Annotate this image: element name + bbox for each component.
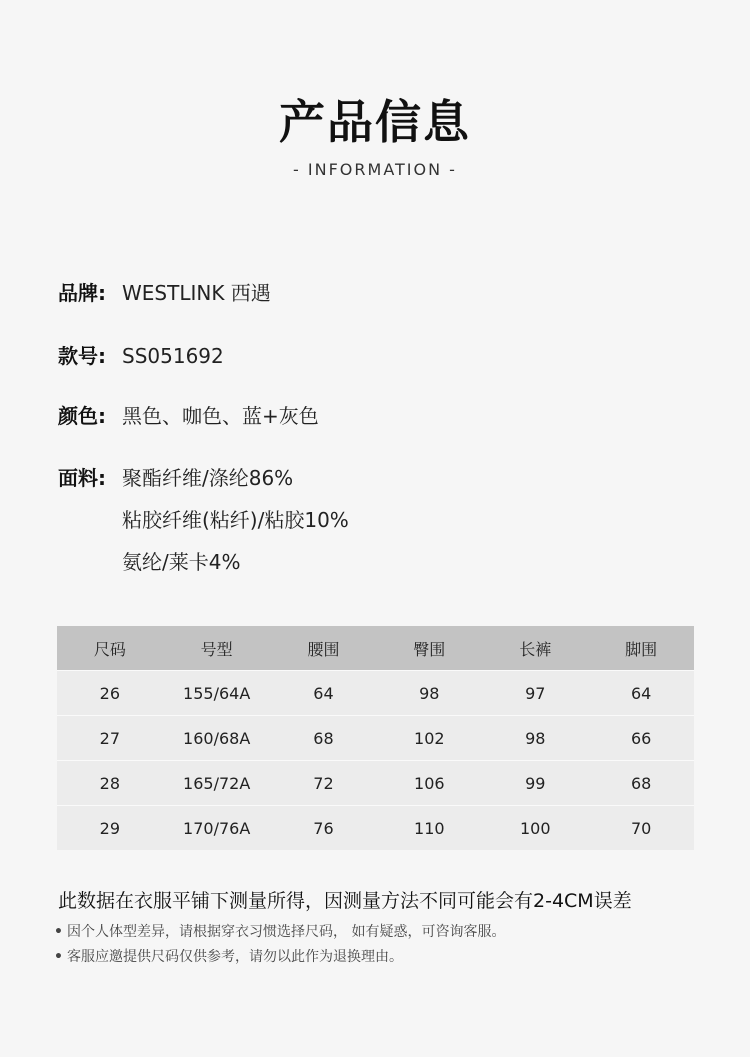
fabric-line: 氨纶/莱卡4%	[122, 550, 241, 574]
table-row	[57, 761, 694, 806]
color-value: 黑色、咖色、蓝+灰色	[122, 404, 319, 428]
brand-label: 品牌:	[58, 281, 106, 305]
measurement-note: 此数据在衣服平铺下测量所得，因测量方法不同可能会有2-4CM误差	[58, 890, 632, 912]
table-cell: 64	[588, 671, 694, 716]
page-title: 产品信息	[279, 95, 471, 149]
column-header: 号型	[163, 626, 271, 671]
bullet-icon: •	[54, 924, 63, 940]
table-header-row	[57, 626, 694, 671]
table-cell: 68	[588, 761, 694, 806]
table-cell: 68	[271, 716, 377, 761]
table-cell: 72	[271, 761, 377, 806]
page-subtitle: - INFORMATION -	[293, 160, 457, 179]
brand-row	[58, 280, 271, 306]
table-row	[57, 716, 694, 761]
table-cell: 26	[57, 671, 163, 716]
table-cell: 102	[376, 716, 482, 761]
table-cell: 170/76A	[163, 806, 271, 851]
table-cell: 100	[482, 806, 588, 851]
table-cell: 106	[376, 761, 482, 806]
column-header: 尺码	[57, 626, 163, 671]
table-cell: 70	[588, 806, 694, 851]
fabric-row	[58, 465, 293, 491]
note-text: 因个人体型差异，请根据穿衣习惯选择尺码， 如有疑惑，可咨询客服。	[67, 924, 506, 940]
fabric-label: 面料:	[58, 466, 106, 490]
table-cell: 76	[271, 806, 377, 851]
column-header: 长裤	[482, 626, 588, 671]
table-cell: 160/68A	[163, 716, 271, 761]
color-row	[58, 403, 319, 429]
table-cell: 165/72A	[163, 761, 271, 806]
table-cell: 27	[57, 716, 163, 761]
table-row	[57, 671, 694, 716]
style-number-row	[58, 343, 224, 369]
table-cell: 99	[482, 761, 588, 806]
column-header: 脚围	[588, 626, 694, 671]
table-row	[57, 806, 694, 851]
style-number-value: SS051692	[122, 344, 224, 368]
color-label: 颜色:	[58, 404, 106, 428]
table-cell: 28	[57, 761, 163, 806]
table-cell: 66	[588, 716, 694, 761]
note-text: 客服应邀提供尺码仅供参考，请勿以此作为退换理由。	[67, 949, 403, 965]
column-header: 臀围	[376, 626, 482, 671]
size-table	[57, 626, 694, 850]
table-cell: 98	[482, 716, 588, 761]
bullet-icon: •	[54, 949, 63, 965]
note-item	[54, 946, 403, 966]
style-number-label: 款号:	[58, 344, 106, 368]
fabric-line: 聚酯纤维/涤纶86%	[122, 466, 294, 490]
table-cell: 98	[376, 671, 482, 716]
table-cell: 64	[271, 671, 377, 716]
brand-value: WESTLINK 西遇	[122, 281, 271, 305]
fabric-line: 粘胶纤维(粘纤)/粘胶10%	[122, 508, 349, 532]
table-cell: 110	[376, 806, 482, 851]
table-cell: 155/64A	[163, 671, 271, 716]
table-cell: 97	[482, 671, 588, 716]
column-header: 腰围	[271, 626, 377, 671]
table-cell: 29	[57, 806, 163, 851]
note-item	[54, 921, 505, 941]
